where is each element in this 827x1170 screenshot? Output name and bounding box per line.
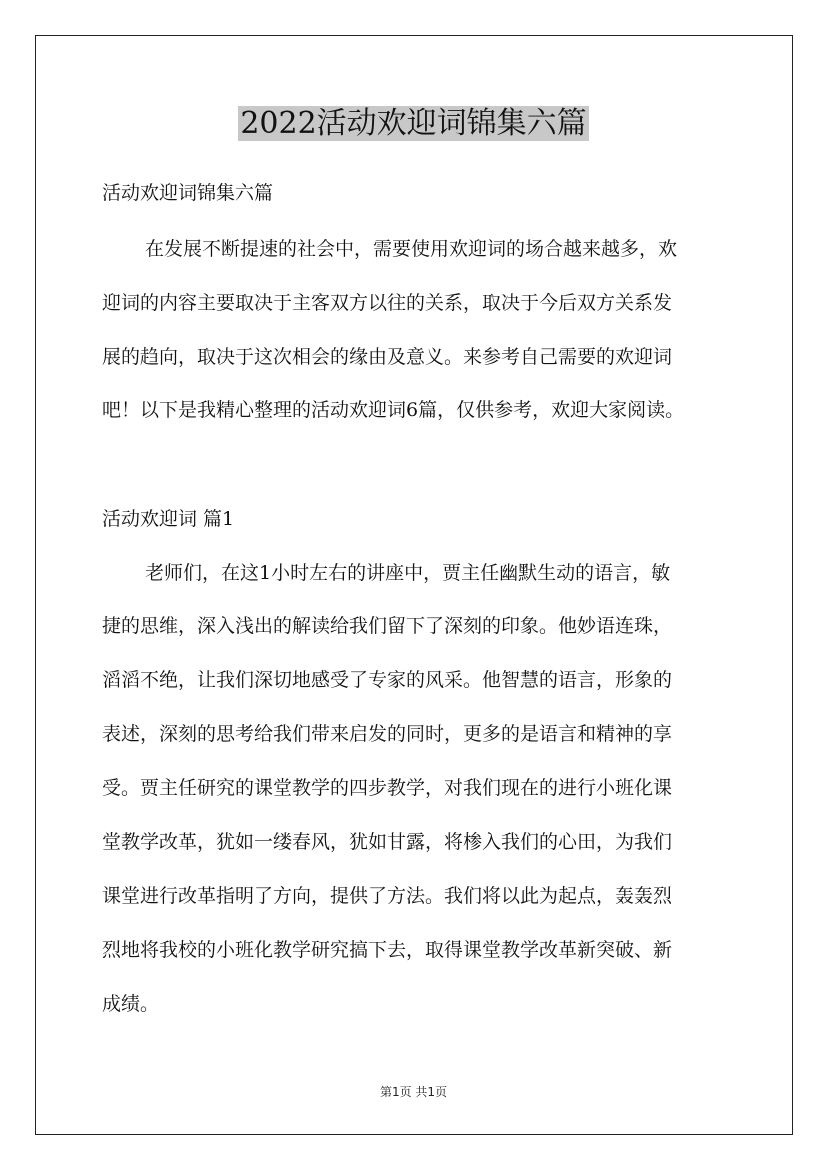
document-title-text: 2022活动欢迎词锦集六篇 bbox=[240, 106, 587, 141]
section-line-6: 堂教学改革，犹如一缕春风，犹如甘露，将椮入我们的心田，为我们 bbox=[102, 831, 673, 853]
section-line-2: 捷的思维，深入浅出的解读给我们留下了深刻的印象。他妙语连珠， bbox=[102, 615, 673, 637]
document-title bbox=[0, 103, 827, 145]
section-line-3: 滔滔不绝，让我们深切地感受了专家的风采。他智慧的语言，形象的 bbox=[102, 669, 673, 691]
intro-line-1: 在发展不断提速的社会中，需要使用欢迎词的场合越来越多，欢 bbox=[145, 238, 678, 260]
page-footer: 第1页 共1页 bbox=[379, 1085, 448, 1099]
section-line-4: 表述，深刻的思考给我们带来启发的同时，更多的是语言和精神的享 bbox=[102, 723, 673, 745]
intro-line-3: 展的趋向，取决于这次相会的缘由及意义。来参考自己需要的欢迎词 bbox=[102, 346, 673, 368]
section-line-5: 受。贾主任研究的课堂教学的四步教学，对我们现在的进行小班化课 bbox=[102, 777, 673, 799]
section-line-1: 老师们，在这1小时左右的讲座中，贾主任幽默生动的语言，敏 bbox=[145, 562, 671, 584]
section-line-7: 课堂进行改革指明了方向，提供了方法。我们将以此为起点，轰轰烈 bbox=[102, 885, 673, 907]
intro-line-2: 迎词的内容主要取决于主客双方以往的关系，取决于今后双方关系发 bbox=[102, 292, 673, 314]
section-heading: 活动欢迎词 篇1 bbox=[102, 508, 235, 530]
intro-line-4: 吧！以下是我精心整理的活动欢迎词6篇，仅供参考，欢迎大家阅读。 bbox=[102, 399, 685, 421]
document-subtitle: 活动欢迎词锦集六篇 bbox=[102, 182, 274, 204]
section-line-9: 成绩。 bbox=[102, 993, 160, 1015]
section-line-8: 烈地将我校的小班化教学研究搞下去，取得课堂教学改革新突破、新 bbox=[102, 939, 673, 961]
